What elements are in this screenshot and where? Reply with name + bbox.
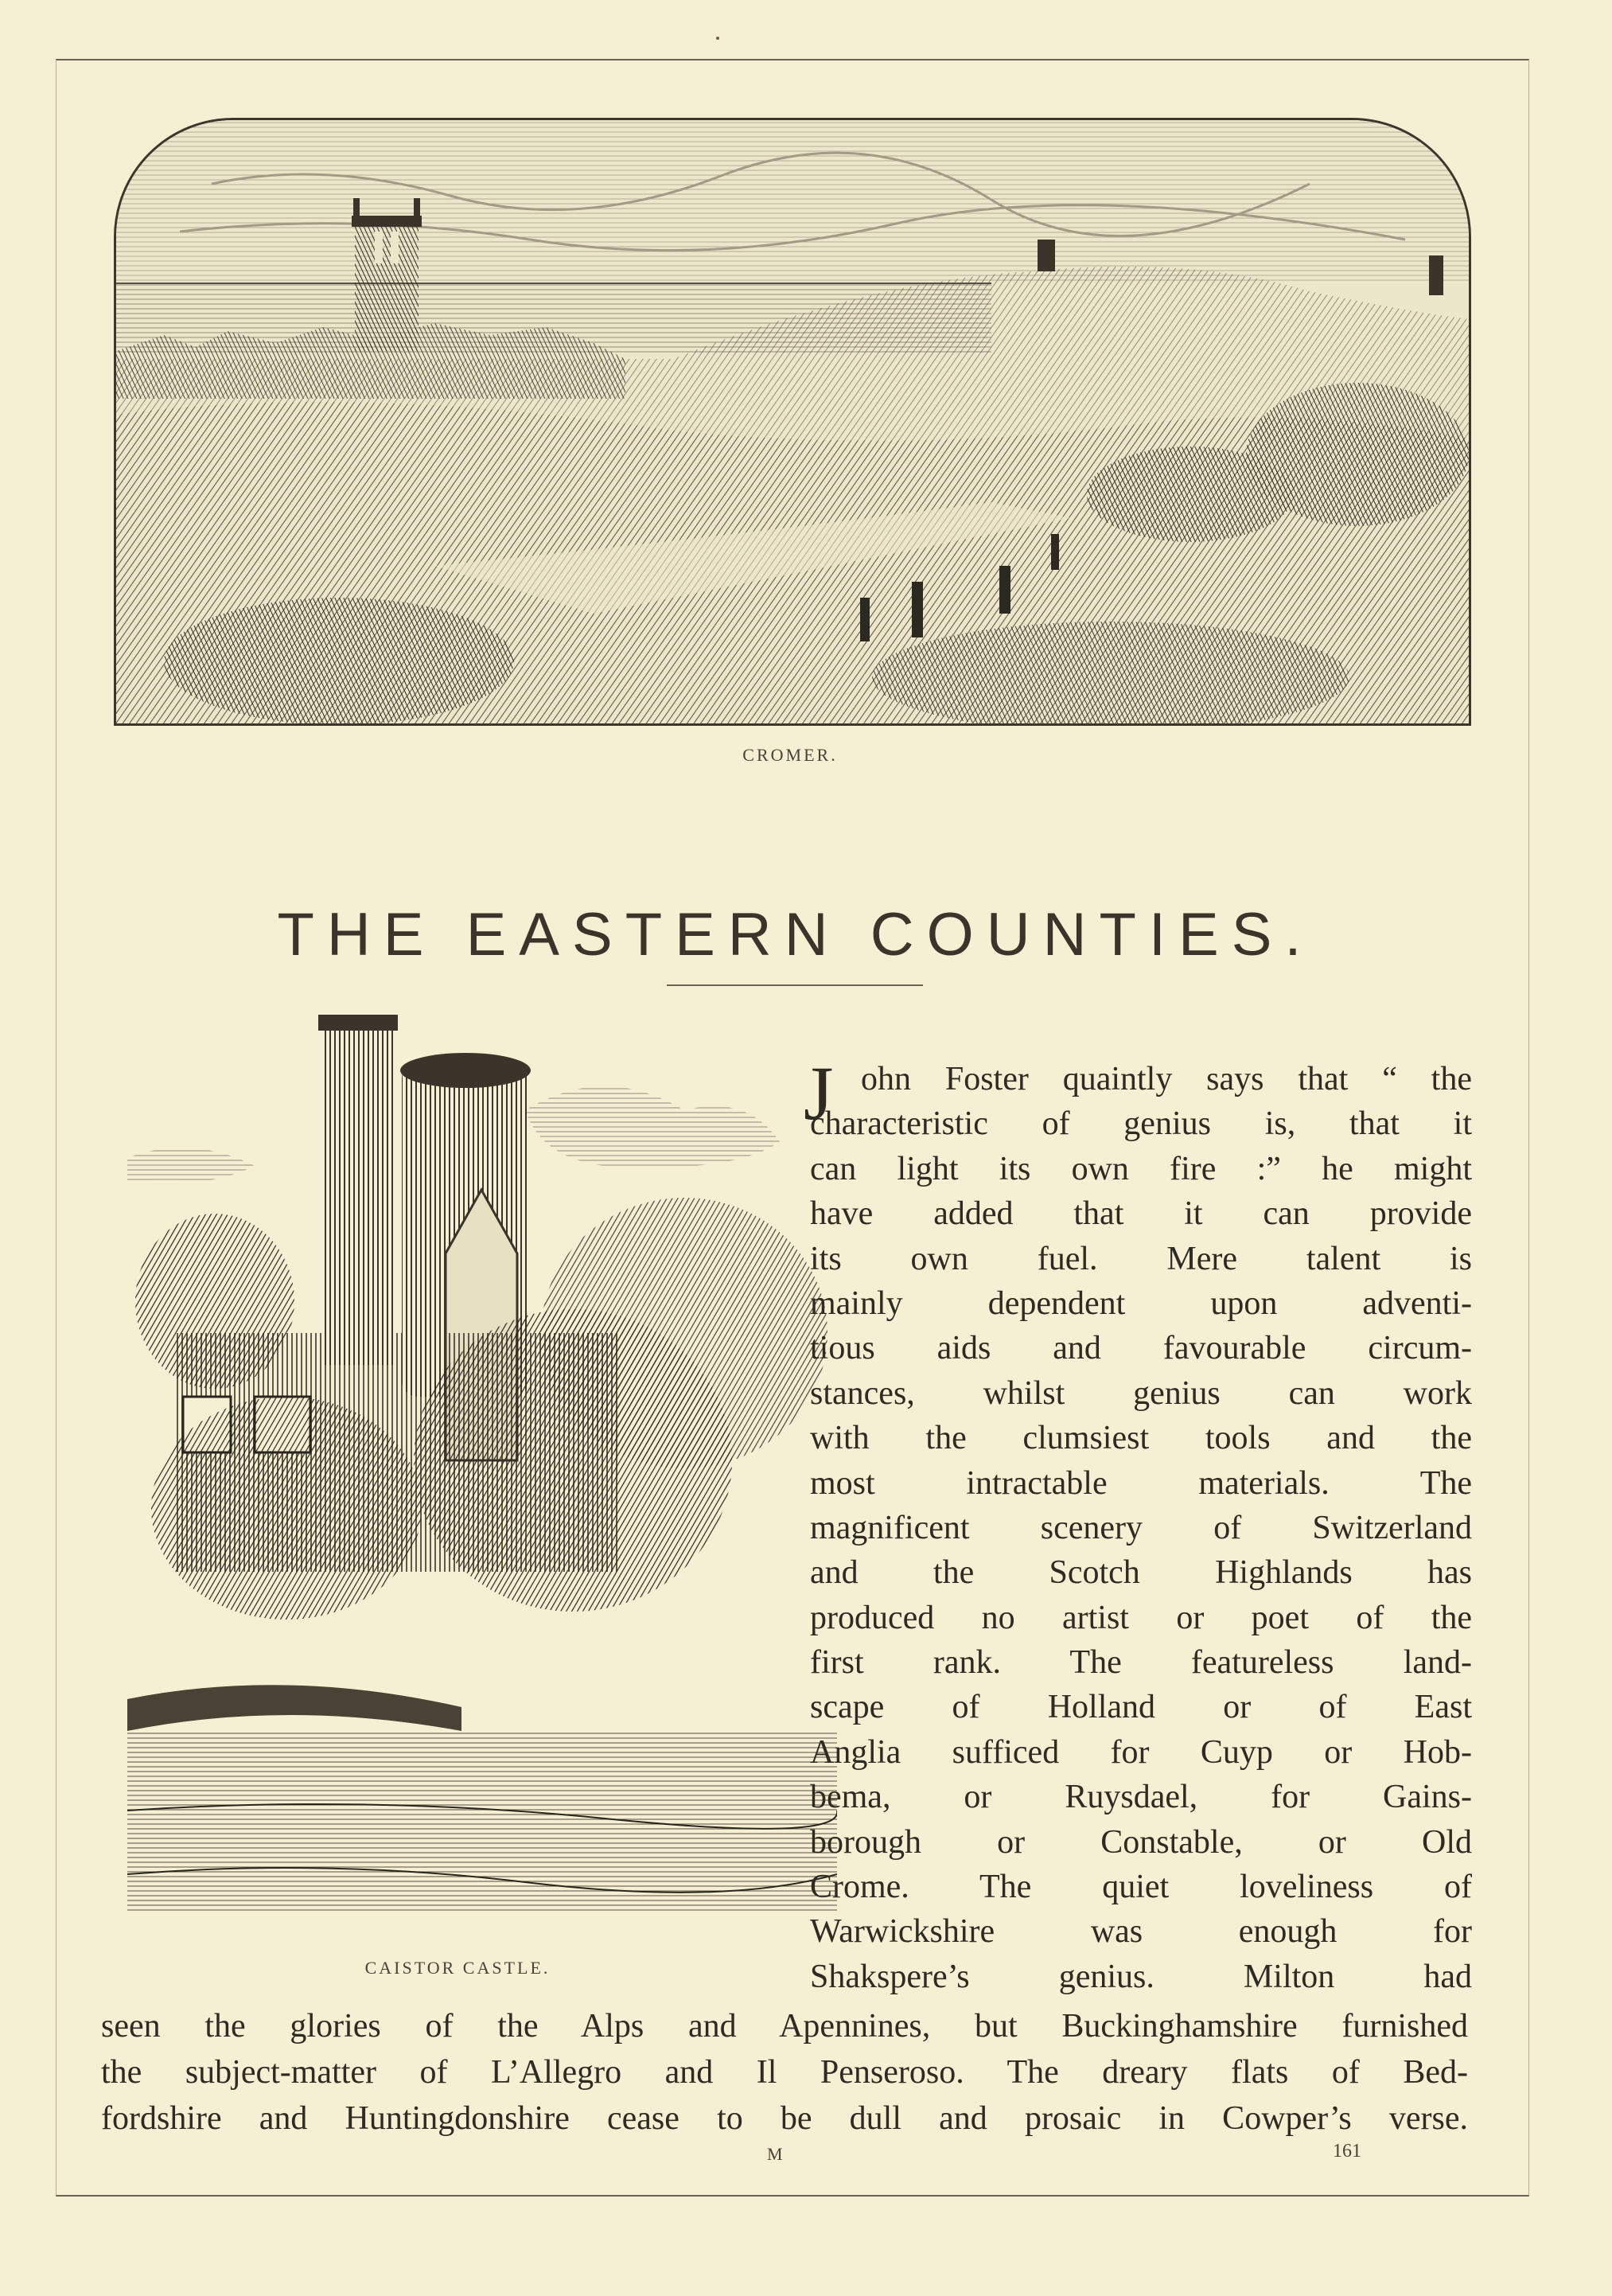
text-line: ohn Foster quaintly says that “ the [861, 1061, 1472, 1097]
title-rule [667, 984, 923, 986]
text-line: Shakspere’s genius. Milton had [810, 1958, 1472, 1995]
cromer-engraving [114, 118, 1471, 726]
text-line: bema, or Ruysdael, for Gains- [810, 1779, 1472, 1816]
drop-cap: J [804, 1051, 834, 1136]
text-line: borough or Constable, or Old [810, 1823, 1472, 1861]
text-line: tious aids and favourable circum- [810, 1330, 1472, 1367]
text-line: with the clumsiest tools and the [810, 1420, 1472, 1457]
text-line: most intractable materials. The [810, 1464, 1472, 1502]
text-line: can light its own fire :” he might [810, 1150, 1472, 1187]
text-line: characteristic of genius is, that it [810, 1105, 1472, 1143]
cromer-landscape-image [116, 120, 1469, 723]
body-text-full-width [101, 2003, 1468, 2142]
text-line: Crome. The quiet loveliness of [810, 1869, 1472, 1906]
text-line: magnificent scenery of Switzerland [810, 1509, 1472, 1546]
caistor-castle-caption: CAISTOR CASTLE. [364, 1958, 551, 1978]
text-line: have added that it can provide [810, 1195, 1472, 1233]
caistor-castle-engraving [127, 1015, 837, 1946]
text-line: fordshire and Huntingdonshire cease to be dull and prosaic in Cowper’s verse. [101, 2100, 1468, 2137]
caistor-castle-image [127, 1015, 837, 1946]
body-text-column [810, 1057, 1472, 1999]
signature-mark: M [767, 2144, 783, 2164]
text-line: its own fuel. Mere talent is [810, 1240, 1472, 1277]
text-line: stances, whilst genius can work [810, 1374, 1472, 1412]
text-line: first rank. The featureless land- [810, 1644, 1472, 1682]
text-line: produced no artist or poet of the [810, 1599, 1472, 1636]
text-line: Warwickshire was enough for [810, 1913, 1472, 1951]
text-line: mainly dependent upon adventi- [810, 1284, 1472, 1322]
cromer-caption: CROMER. [742, 745, 838, 765]
chapter-title: THE EASTERN COUNTIES. [277, 900, 1314, 969]
text-line: and the Scotch Highlands has [810, 1554, 1472, 1592]
text-line: scape of Holland or of East [810, 1689, 1472, 1726]
printer-mark [716, 37, 719, 40]
text-line: the subject-matter of L’Allegro and Il Penseroso. The dreary flats of Bed- [101, 2054, 1468, 2091]
page-number: 161 [1333, 2141, 1361, 2162]
text-line: seen the glories of the Alps and Apennines, but Buckinghamshire furnished [101, 2008, 1468, 2045]
text-line: Anglia sufficed for Cuyp or Hob- [810, 1733, 1472, 1771]
